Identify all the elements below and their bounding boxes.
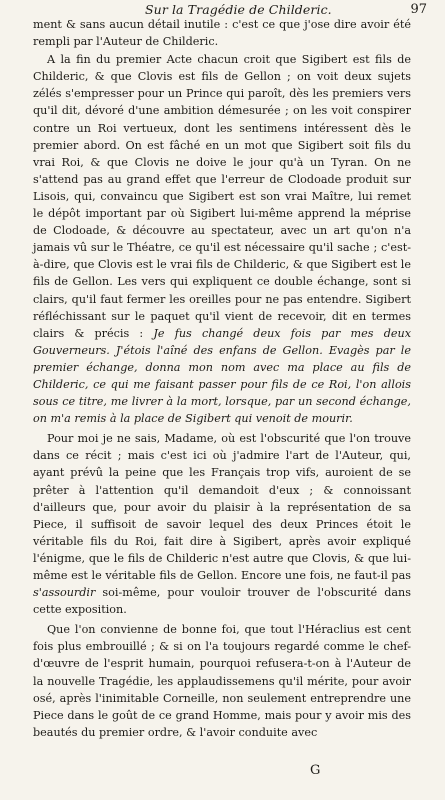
- italic-word: s'assourdir: [33, 586, 96, 600]
- paragraph-first-act-text: A la fin du premier Acte chacun croit que Sigibert est fils de Childeric, & que Clovis est fils de Gellon ; on voit deux sujets zélés s'empresser pour un Prince qui paroît, dès les premiers vers qu'il dit, dévoré d'une ambition démesurée ; on les voit conspirer contre un Roi vertueux, dont les sentimens intéressent dès le premier abord. On est fâché en un mot que Sigibert soit fils du vrai Roi, & que Clovis ne doive le jour qu'à un Tyran. On ne s'attend pas au grand effet que l'erreur de Clodoade produit sur Lisois, qui, convaincu que Sigibert est son vrai Maître, lui remet le dépôt important par où Sigibert lui-même apprend la méprise de Clodoade, & découvre au spectateur, avec un art qu'on n'a jamais vû sur le Théatre, ce qu'il est nécessaire qu'il sache ; c'est-à-dire, que Clovis est le vrai fils de Childeric, & que Sigibert est le fils de Gellon. Les vers qui expliquent ce double échange, sont si clairs, qu'il faut fermer les oreilles pour ne pas entendre. Sigibert réfléchissant sur le paquet qu'il vient de recevoir, dit en termes clairs & précis :: [33, 53, 411, 340]
- paragraph-obscurity-end: soi-même, pour vouloir trouver de l'obscurité dans cette exposition.: [33, 586, 411, 617]
- running-title: Sur la Tragédie de Childeric.: [145, 2, 332, 17]
- sigibert-quote: Je fus changé deux fois par mes deux Gouverneurs. J'étois l'aîné des enfans de Gellon. Evagès par le premier échange, donna mon nom avec ma place au fils de Childeric, ce qui me faisant passer pour fils de ce Roi, l'on allois sous ce titre, me livrer à la mort, lorsque, par un second échange, on m'a remis à la place de Sigibert qui venoit de mourir.: [33, 326, 412, 426]
- page-number: 97: [410, 2, 427, 17]
- signature-mark: G: [310, 763, 321, 778]
- paragraph-heraclius: Que l'on convienne de bonne foi, que tout l'Héraclius est cent fois plus embrouillé ; & si on l'a toujours regardé comme le chef-d'œuvre de l'esprit humain, pourquoi refusera-t-on à l'Auteur de la nouvelle Tragédie, les applaudissemens qu'il mérite, pour avoir osé, après l'inimitable Corneille, non seulement entreprendre une Piece dans le goût de ce grand Homme, mais pour y avoir mis des beautés du premier ordre, & l'avoir conduite avec: [33, 623, 411, 739]
- body-text: [33, 16, 411, 741]
- paragraph-continuation: ment & sans aucun détail inutile : c'est ce que j'ose dire avoir été rempli par l'Auteur de Childeric.: [33, 18, 411, 49]
- paragraph-first-act: [33, 51, 411, 427]
- paragraph-obscurity-text: Pour moi je ne sais, Madame, où est l'obscurité que l'on trouve dans ce récit ; mais c'est ici où j'admire l'art de l'Auteur, qui, ayant prévû la peine que les Français trop vifs, auroient de se prêter à l'attention qu'il demandoit d'eux ; & connoissant d'ailleurs que, pour avoir du plaisir à la représentation de sa Piece, il suffisoit de savoir lequel des deux Princes étoit le véritable fils du Roi, fait dire à Sigibert, après avoir expliqué l'énigme, que le fils de Childeric n'est autre que Clovis, & que lui-même est le véritable fils de Gellon. Encore une fois, ne faut-il pas: [33, 432, 411, 582]
- paragraph-obscurity: [33, 430, 411, 618]
